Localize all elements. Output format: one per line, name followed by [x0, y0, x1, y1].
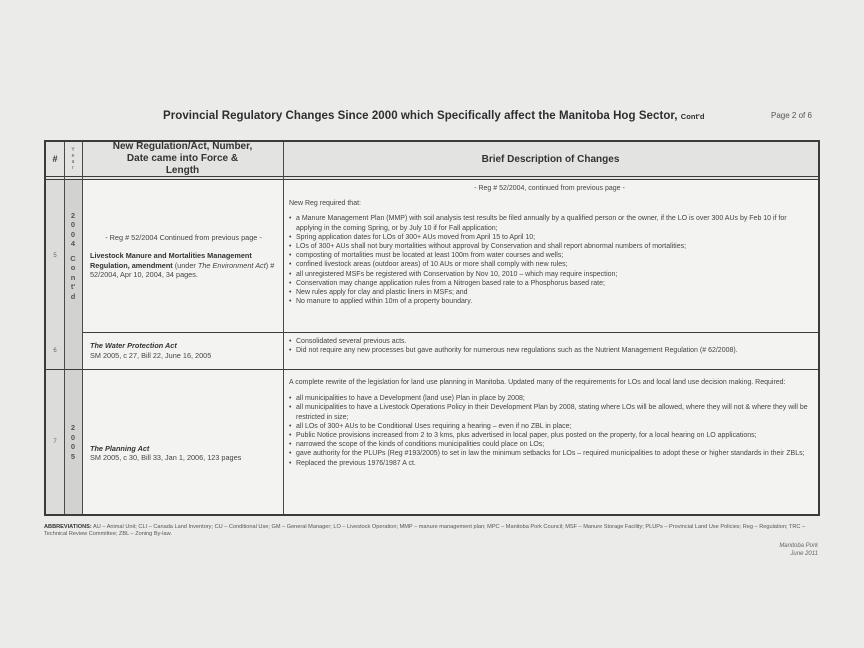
abbreviations-label: ABBREVIATIONS: [44, 524, 92, 530]
change-list [289, 394, 810, 468]
row-regulation [82, 370, 283, 514]
row-regulation [82, 332, 283, 369]
row-regulation [82, 180, 283, 332]
desc-continued-note: - Reg # 52/2004, continued from previous page - [474, 185, 625, 192]
reg-under-prefix: (under [172, 260, 198, 270]
footer-date: June 2011 [790, 550, 818, 557]
list-item: • narrowed the scope of the kinds of conditions municipalities could place on LOs; [289, 440, 810, 449]
table-row [46, 370, 818, 514]
list-item: • Did not require any new processes but gave authority for numerous new regulations such as the Nutrient Management Regulation (# 62/2008). [289, 346, 810, 355]
row-description [283, 180, 818, 332]
row-description [283, 332, 818, 369]
row-year [64, 180, 82, 332]
header-year-letter: e [71, 153, 75, 159]
desc-intro: New Reg required that: [289, 200, 361, 208]
footer-org: Manitoba Pork [779, 543, 818, 549]
column-divider [82, 142, 83, 514]
header-num: # [52, 154, 58, 164]
list-item: • all unregistered MSFs be registered with Conservation by Nov 10, 2010 – which may require inspection; [289, 270, 810, 279]
row-year [64, 332, 82, 369]
header-description: Brief Description of Changes [481, 153, 620, 165]
table-row [46, 180, 818, 333]
list-item: • all LOs of 300+ AUs to be Conditional Uses requiring a hearing – even if no ZBL in place; [289, 422, 810, 431]
reg-under-suffix: ) [265, 260, 269, 270]
list-item: • composting of mortalities must be located at least 100m from water courses and wells; [289, 251, 810, 260]
column-divider [283, 142, 284, 514]
list-item: • all municipalities to have a Livestock Operations Policy in their Development Plan by 2008, stating where LOs will be allowed, where they will not & where they will be restricted in size; [289, 403, 810, 421]
header-year-letter: r [72, 165, 74, 171]
abbreviations [44, 524, 824, 539]
row-number: 5 [46, 180, 64, 332]
reg-details: SM 2005, c 30, Bill 33, Jan 1, 2006, 123 pages [90, 453, 242, 462]
year-char: 2 [70, 210, 76, 220]
reg-title: The Planning Act [90, 443, 150, 453]
year-char: 0 [70, 442, 76, 451]
list-item: • Conservation may change application rules from a Nitrogen based rate to a Phosphorus based rate; [289, 279, 810, 288]
year-char: C [70, 253, 76, 263]
header-year [64, 142, 82, 176]
year-char: 0 [70, 229, 76, 239]
list-item: • Public Notice provisions increased from 2 to 3 kms, plus advertised in local paper, plus posted on the property, for a local hearing on LO applications; [289, 431, 810, 440]
year-char: d [70, 291, 76, 301]
header-regulation: New Regulation/Act, Number, Date came into Force & Length [112, 141, 253, 176]
row-number: 7 [46, 370, 64, 514]
list-item: • a Manure Management Plan (MMP) with soil analysis test results be filed annually by a qualified person or the owner, if the LO is over 300 AUs by Feb 10 if for applying in the coming Spring, or by July 10 if for Fall application; [289, 214, 810, 232]
reg-entry [90, 251, 277, 280]
year-char: 0 [70, 432, 76, 442]
list-item: • confined livestock areas (outdoor areas) of 10 AUs or more shall comply with new rules; [289, 260, 810, 269]
page-number: Page 2 of 6 [771, 111, 812, 120]
header-year-letter: a [71, 159, 75, 165]
list-item: • New rules apply for clay and plastic liners in MSFs; and [289, 288, 810, 297]
list-item: • LOs of 300+ AUs shall not bury mortalities without approval by Conservation and shall report abnormal numbers of mortalities; [289, 242, 810, 251]
change-list [289, 337, 810, 355]
list-item: • Consolidated several previous acts. [289, 337, 810, 346]
page-title [163, 110, 705, 122]
reg-under-act: The Environment Act [197, 260, 266, 270]
desc-intro: A complete rewrite of the legislation for land use planning in Manitoba. Updated many of the requirements for LOs and local land use decision making. Required: [289, 379, 786, 386]
list-item: • gave authority for the PLUPs (Reg #193/2005) to set in law the minimum setbacks for LOs – required municipalities to adopt these or higher standards in their ZBLs; [289, 449, 810, 458]
row-year [64, 370, 82, 514]
header-year-letter: Y [71, 147, 75, 153]
list-item: • Spring application dates for LOs of 300+ AUs moved from April 15 to April 10; [289, 233, 810, 242]
year-char: t' [70, 282, 76, 292]
row-number: 6 [46, 332, 64, 369]
title-contd: Cont'd [680, 112, 705, 121]
regulatory-changes-table [44, 140, 820, 516]
year-char: 5 [70, 451, 76, 461]
year-char: 0 [70, 220, 76, 230]
footer [779, 543, 818, 558]
year-char: 2 [70, 423, 76, 432]
year-char: n [70, 272, 76, 282]
reg-details: # 52/2004, Apr 10, 2004, 34 pages. [90, 260, 275, 279]
year-char: o [70, 263, 76, 273]
reg-details: SM 2005, c 27, Bill 22, June 16, 2005 [90, 350, 212, 360]
list-item: • No manure to applied within 10m of a property boundary. [289, 297, 810, 306]
year-char: 4 [70, 239, 76, 249]
abbreviations-text: AU – Animal Unit; CLI – Canada Land Inventory; CU – Conditional Use; GM – General Manager; LO – Livestock Operation; MMP – manure management plan; MPC – Manitoba Pork Council; MSF – Manure Storage Facility; PLUPs – Provincial Land Use Policies; Reg – Regulation; TRC – Technical Review Committee; ZBL – Zoning By-law. [44, 524, 806, 538]
table-header [46, 142, 818, 180]
row-description [283, 370, 818, 514]
reg-continued-note: - Reg # 52/2004 Continued from previous page - [105, 232, 262, 242]
column-divider [64, 142, 65, 514]
change-list [289, 214, 810, 306]
table-row [46, 332, 818, 370]
list-item: • Replaced the previous 1976/1987 A ct. [289, 459, 810, 468]
title-text: Provincial Regulatory Changes Since 2000 which Specifically affect the Manitoba Hog Sector, [163, 110, 678, 122]
reg-title: The Water Protection Act [90, 341, 177, 350]
reg-title: Livestock Manure and Mortalities Management Regulation, amendment [90, 251, 252, 270]
list-item: • all municipalities to have a Development (land use) Plan in place by 2008; [289, 394, 810, 403]
